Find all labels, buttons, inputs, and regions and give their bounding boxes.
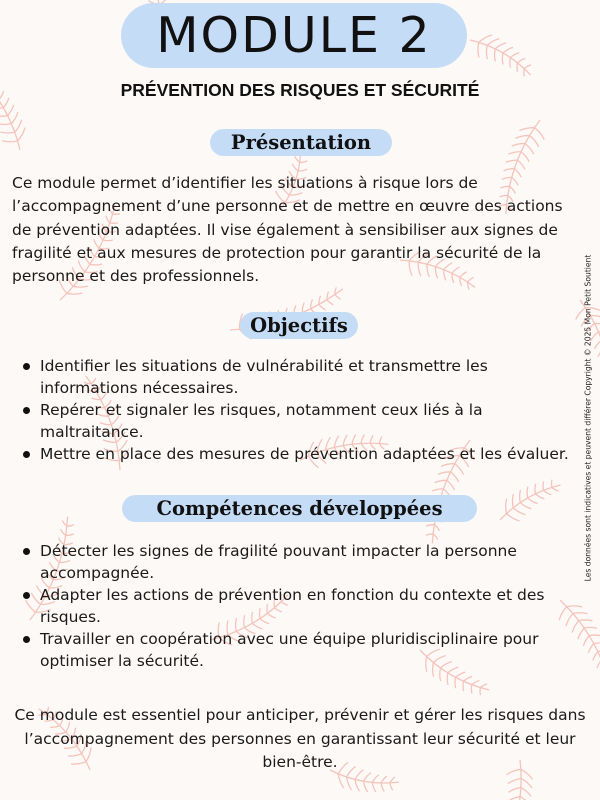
objectifs-list [40, 355, 588, 465]
list-item: Détecter les signes de fragilité pouvant impacter la personne accompagnée. [40, 540, 588, 584]
copyright-notice: Les données sont indicatives et peuvent différer Copyright © 2025 Mon Petit Soutient [583, 254, 593, 582]
module-title-pill [121, 3, 467, 68]
list-item: Mettre en place des mesures de prévention adaptées et les évaluer. [40, 443, 588, 465]
competences-list [40, 540, 588, 672]
closing-text: Ce module est essentiel pour anticiper, prévenir et gérer les risques dans l’accompagnement des personnes en garantissant leur sécurité et leur bien-être. [14, 706, 586, 771]
list-item: Adapter les actions de prévention en fonction du contexte et des risques. [40, 584, 588, 628]
section-heading-presentation: Présentation [210, 129, 392, 156]
section-heading-competences: Compétences développées [122, 495, 477, 522]
module-title: MODULE 2 [156, 7, 432, 64]
list-item: Travailler en coopération avec une équipe pluridisciplinaire pour optimiser la sécurité. [40, 628, 588, 672]
section-heading-objectifs: Objectifs [240, 312, 358, 339]
list-item: Identifier les situations de vulnérabilité et transmettre les informations nécessaires. [40, 355, 588, 399]
list-item: Repérer et signaler les risques, notamment ceux liés à la maltraitance. [40, 399, 588, 443]
module-subtitle: PRÉVENTION DES RISQUES ET SÉCURITÉ [120, 80, 480, 100]
presentation-text: Ce module permet d’identifier les situations à risque lors de l’accompagnement d’une personne et de mettre en œuvre des actions de prévention adaptées. Il vise également à sensibiliser aux signes de fragilité et aux mesures de protection pour garantir la sécurité de la personne et des professionnels. [12, 174, 563, 286]
